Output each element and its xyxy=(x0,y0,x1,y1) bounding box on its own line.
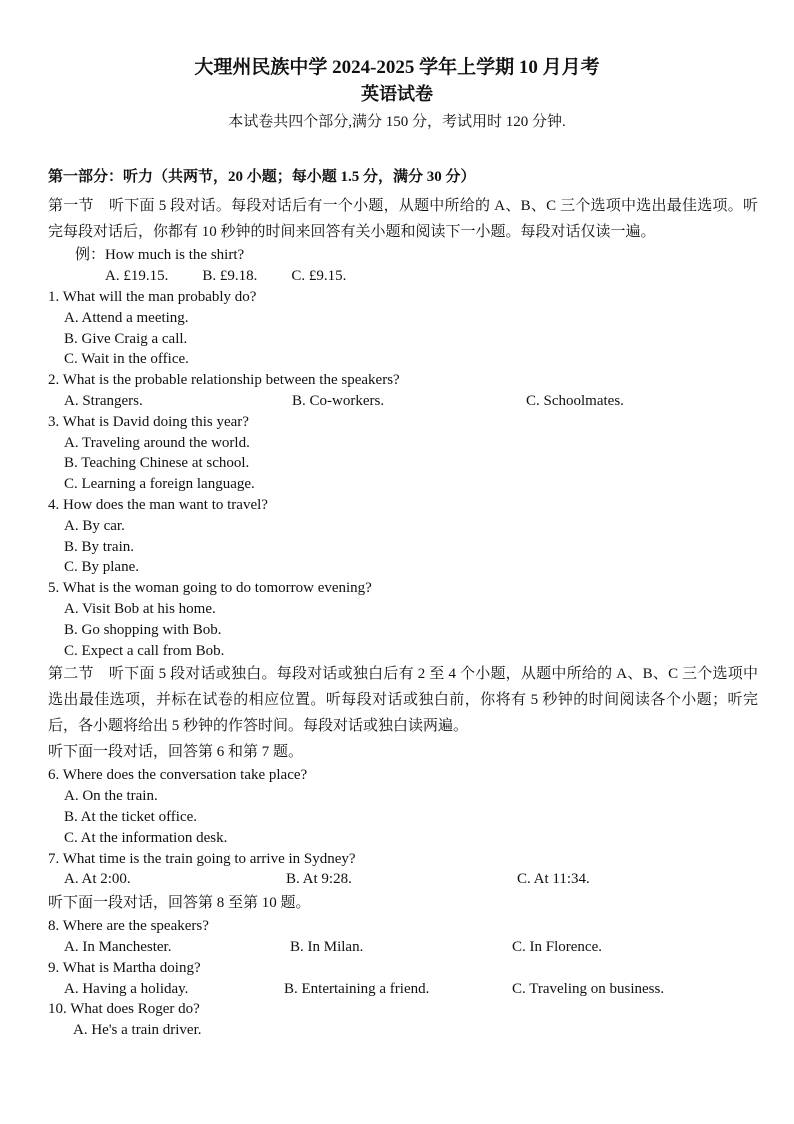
exam-title: 大理州民族中学 2024-2025 学年上学期 10 月月考 xyxy=(194,57,600,78)
option-b: B. At 9:28. xyxy=(286,871,352,888)
option-c: C. Wait in the office. xyxy=(64,351,189,368)
question-text: 4. How does the man want to travel? xyxy=(48,496,268,513)
option-a: A. Having a holiday. xyxy=(64,980,189,997)
option-b: B. In Milan. xyxy=(290,938,364,955)
option-a: A. In Manchester. xyxy=(64,938,172,955)
example-option-c: C. £9.15. xyxy=(291,268,347,284)
lead-8-10: 听下面一段对话，回答第 8 至第 10 题。 xyxy=(48,895,311,912)
exam-content xyxy=(48,167,758,1041)
option-a: A. At 2:00. xyxy=(64,871,131,888)
options-row xyxy=(48,937,758,958)
exam-info: 本试卷共四个部分,满分 150 分，考试用时 120 分钟. xyxy=(228,114,566,130)
question-text: 5. What is the woman going to do tomorrow evening? xyxy=(48,580,372,597)
question-2 xyxy=(48,370,758,412)
question-text: 8. Where are the speakers? xyxy=(48,918,209,935)
question-9 xyxy=(48,958,758,1000)
option-b: B. Co-workers. xyxy=(292,392,385,409)
option-c: C. At the information desk. xyxy=(64,829,228,846)
option-c: C. Expect a call from Bob. xyxy=(64,642,225,659)
part1-heading: 第一部分：听力（共两节，20 小题；每小题 1.5 分，满分 30 分） xyxy=(48,169,476,185)
question-3 xyxy=(48,412,758,495)
example-option-b: B. £9.18. xyxy=(202,268,258,284)
option-a: A. He's a train driver. xyxy=(73,1022,202,1039)
question-text: 9. What is Martha doing? xyxy=(48,959,201,976)
question-7 xyxy=(48,849,758,891)
option-b: B. At the ticket office. xyxy=(64,808,198,825)
option-a: A. Attend a meeting. xyxy=(64,309,189,326)
question-text: 6. Where does the conversation take place? xyxy=(48,767,308,784)
option-c: C. Traveling on business. xyxy=(512,980,665,997)
option-b: B. Teaching Chinese at school. xyxy=(64,455,250,472)
option-b: B. Go shopping with Bob. xyxy=(64,621,222,638)
question-4 xyxy=(48,495,758,578)
section1-instructions: 第一节 听下面 5 段对话。每段对话后有一个小题，从题中所给的 A、B、C 三个选项中选出最佳选项。听完每段对话后，你都有 10 秒钟的时间来回答有关小题和阅读下一小题。每段对话仅读一遍。 xyxy=(48,198,758,240)
option-a: A. On the train. xyxy=(64,788,158,805)
option-c: C. Schoolmates. xyxy=(526,392,624,409)
option-a: A. Traveling around the world. xyxy=(64,434,250,451)
section2-instructions: 第二节 听下面 5 段对话或独白。每段对话或独白后有 2 至 4 个小题，从题中所给的 A、B、C 三个选项中选出最佳选项，并标在试卷的相应位置。听每段对话或独白前，你将有 5 秒钟的时间阅读各个小题；听完后，各小题将给出 5 秒钟的作答时间。每段对话或独白读两遍。 xyxy=(48,666,758,735)
question-text: 3. What is David doing this year? xyxy=(48,413,249,430)
option-b: B. By train. xyxy=(64,538,134,555)
options-row xyxy=(48,391,758,412)
question-text: 7. What time is the train going to arrive in Sydney? xyxy=(48,850,356,867)
example-option-a: A. £19.15. xyxy=(105,268,169,284)
question-text: 10. What does Roger do? xyxy=(48,1001,200,1018)
options-row xyxy=(48,869,758,890)
question-5 xyxy=(48,578,758,661)
question-10 xyxy=(48,999,758,1041)
option-b: B. Entertaining a friend. xyxy=(284,980,430,997)
question-text: 2. What is the probable relationship between the speakers? xyxy=(48,372,400,389)
option-a: A. Visit Bob at his home. xyxy=(64,600,216,617)
option-b: B. Give Craig a call. xyxy=(64,330,188,347)
example-options xyxy=(48,266,758,287)
question-8 xyxy=(48,916,758,958)
option-c: C. In Florence. xyxy=(512,938,602,955)
option-a: A. By car. xyxy=(64,517,125,534)
question-6 xyxy=(48,765,758,848)
question-text: 1. What will the man probably do? xyxy=(48,289,257,305)
question-1 xyxy=(48,287,758,370)
exam-subject: 英语试卷 xyxy=(361,84,433,104)
lead-6-7: 听下面一段对话，回答第 6 和第 7 题。 xyxy=(48,744,304,761)
example-question: 例：How much is the shirt? xyxy=(75,247,245,263)
option-a: A. Strangers. xyxy=(64,392,143,409)
option-c: C. By plane. xyxy=(64,559,139,576)
options-row xyxy=(48,979,758,1000)
option-c: C. Learning a foreign language. xyxy=(64,476,255,493)
option-c: C. At 11:34. xyxy=(517,871,590,888)
